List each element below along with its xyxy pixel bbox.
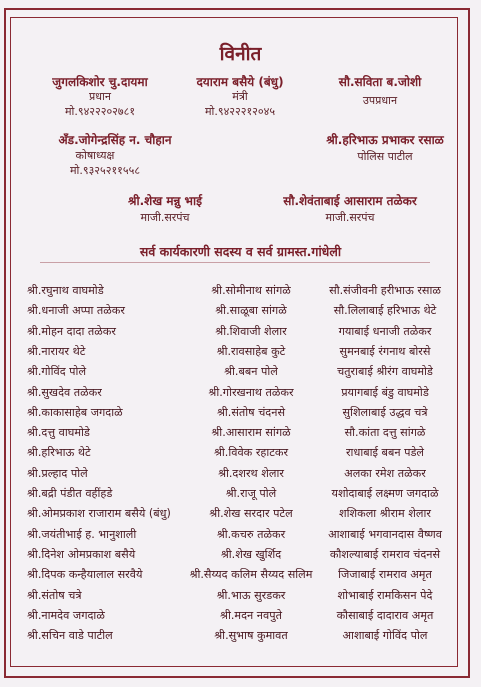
member-name: गयाबाई धनाजी तळेकर	[338, 324, 432, 338]
member-name: श्री.मोहन दादा तळेकर	[27, 324, 116, 338]
member-name: श्री.साळूबा सांगळे	[215, 304, 287, 318]
member-name: सौ.लिलाबाई हरिभाऊ थेटे	[333, 304, 437, 318]
official-name: जुगलकिशोर चु.दायमा	[52, 75, 148, 89]
member-name: कौसाबाई दादाराव अमृत	[336, 608, 434, 622]
member-name: शशिकला श्रीराम शेलार	[339, 507, 431, 521]
member-name: अलका रमेश तळेकर	[344, 466, 426, 480]
member-name: श्री.भाऊ सुरडकर	[216, 588, 286, 602]
official-role: माजी.सरपंच	[140, 211, 190, 224]
member-name: शोभाबाई रामकिसन पेदे	[337, 588, 433, 602]
member-name: श्री.सचिन वाडे पाटील	[27, 629, 113, 643]
member-name: श्री.रावसाहेब कुटे	[216, 344, 286, 358]
member-name: चतुराबाई श्रीरंग वाघमोडे	[337, 365, 433, 379]
official-phone: मो.९४२२२०२७८१	[64, 105, 136, 118]
divider	[40, 262, 430, 263]
official-name: सौ.सविता ब.जोशी	[338, 75, 422, 89]
member-name: श्री.आसाराम सांगळे	[211, 426, 291, 440]
member-name: आशाबाई गोविंद पोल	[342, 629, 428, 643]
member-name: श्री.शेख खुर्शिद	[220, 547, 282, 561]
member-name: श्री.विवेक रहाटकर	[213, 446, 289, 460]
official-name: दयाराम बसैये (बंधु)	[196, 75, 284, 89]
page-title: विनीत	[219, 43, 262, 65]
member-name: श्री.धनाजी अप्पा तळेकर	[27, 304, 125, 318]
member-name: श्री.ओमप्रकाश राजाराम बसैये (बंधु)	[27, 507, 171, 521]
official-role: पोलिस पाटील	[357, 150, 413, 163]
official-name: श्री.हरिभाऊ प्रभाकर रसाळ	[326, 133, 444, 147]
member-name: श्री.काकासाहेब जगदाळे	[27, 405, 123, 419]
official-name: श्री.शेख मन्नु भाई	[128, 194, 202, 208]
member-name: श्री.जयंतीभाई ह. भानुशाली	[27, 527, 137, 541]
member-name: श्री.हरिभाऊ थेटे	[27, 446, 91, 460]
official-name: अँड.जोगेन्द्रसिंह न. चौहान	[58, 133, 172, 147]
member-name: श्री.गोरखनाथ तळेकर	[208, 385, 294, 399]
member-name: आशाबाई भगवानदास वैष्णव	[328, 527, 442, 541]
member-name: श्री.बद्री पंडीत वहींहडे	[27, 487, 113, 500]
member-name: श्री.राजू पोले	[225, 487, 277, 500]
official-phone: मो.९३२५२११५५८	[69, 164, 141, 177]
member-name: प्रयागबाई बंडु वाघमोडे	[341, 385, 429, 399]
member-name: श्री.मदन नवपुते	[220, 608, 282, 622]
member-name: सुशिलाबाई उद्धव चत्रे	[342, 405, 428, 419]
member-name: श्री.कचरु तळेकर	[216, 527, 286, 541]
member-name: श्री.रघुनाथ वाघमोडे	[27, 284, 104, 297]
member-name: श्री.संतोष चत्रे	[27, 588, 82, 602]
official-role: मंत्री	[232, 90, 248, 103]
member-name: श्री.शेख सरदार पटेल	[209, 507, 293, 521]
official-role: प्रधान	[89, 90, 111, 103]
member-name: यशोदाबाई लक्ष्मण जगदाळे	[331, 487, 439, 500]
official-role: उपप्रधान	[362, 94, 398, 107]
member-name: श्री.सैय्यद कलिम सैय्यद सलिम	[189, 568, 313, 582]
members-heading: सर्व कार्यकारणी सदस्य व सर्व ग्रामस्त.गांधेली	[139, 244, 342, 259]
member-name: श्री.गोविंद पोले	[27, 365, 87, 379]
member-name: श्री.दिपक कन्हैयालाल सरवैये	[27, 568, 143, 582]
member-name: राधाबाई बबन पडेले	[345, 446, 425, 460]
member-name: श्री.सुखदेव तळेकर	[27, 385, 102, 399]
member-name: श्री.शिवाजी शेलार	[215, 324, 287, 338]
member-name: सौ.संजीवनी हरीभाऊ रसाळ	[329, 284, 441, 297]
member-name: श्री.दशरथ शेलार	[218, 466, 284, 480]
member-name: श्री.दत्तु वाघमोडे	[27, 426, 90, 440]
member-name: सौ.कांता दत्तु सांगळे	[344, 426, 426, 440]
member-name: सुमनबाई रंगनाथ बोरसे	[339, 344, 431, 358]
member-name: श्री.नारायर थेटे	[27, 344, 86, 358]
official-phone: मो.९४२२२१२०४५	[204, 105, 276, 118]
official-role: कोषाध्यक्ष	[75, 149, 115, 162]
member-name: श्री.प्रल्हाद पोले	[27, 466, 88, 480]
member-name: श्री.नामदेव जगदाळे	[27, 608, 105, 622]
member-name: श्री.दिनेश ओमप्रकाश बसैये	[27, 547, 136, 561]
member-name: श्री.बबन पोले	[224, 365, 278, 379]
member-name: श्री.सोमीनाथ सांगळे	[211, 284, 291, 297]
member-name: श्री.सुभाष कुमावत	[214, 629, 288, 643]
member-name: जिजाबाई रामराव अमृत	[338, 568, 432, 582]
member-name: कौशल्याबाई रामराव चंदनसे	[329, 547, 441, 561]
official-name: सौ.शेवंताबाई आसाराम तळेकर	[283, 194, 417, 208]
official-role: माजी.सरपंच	[325, 211, 375, 224]
member-name: श्री.संतोष चंदनसे	[216, 405, 286, 419]
